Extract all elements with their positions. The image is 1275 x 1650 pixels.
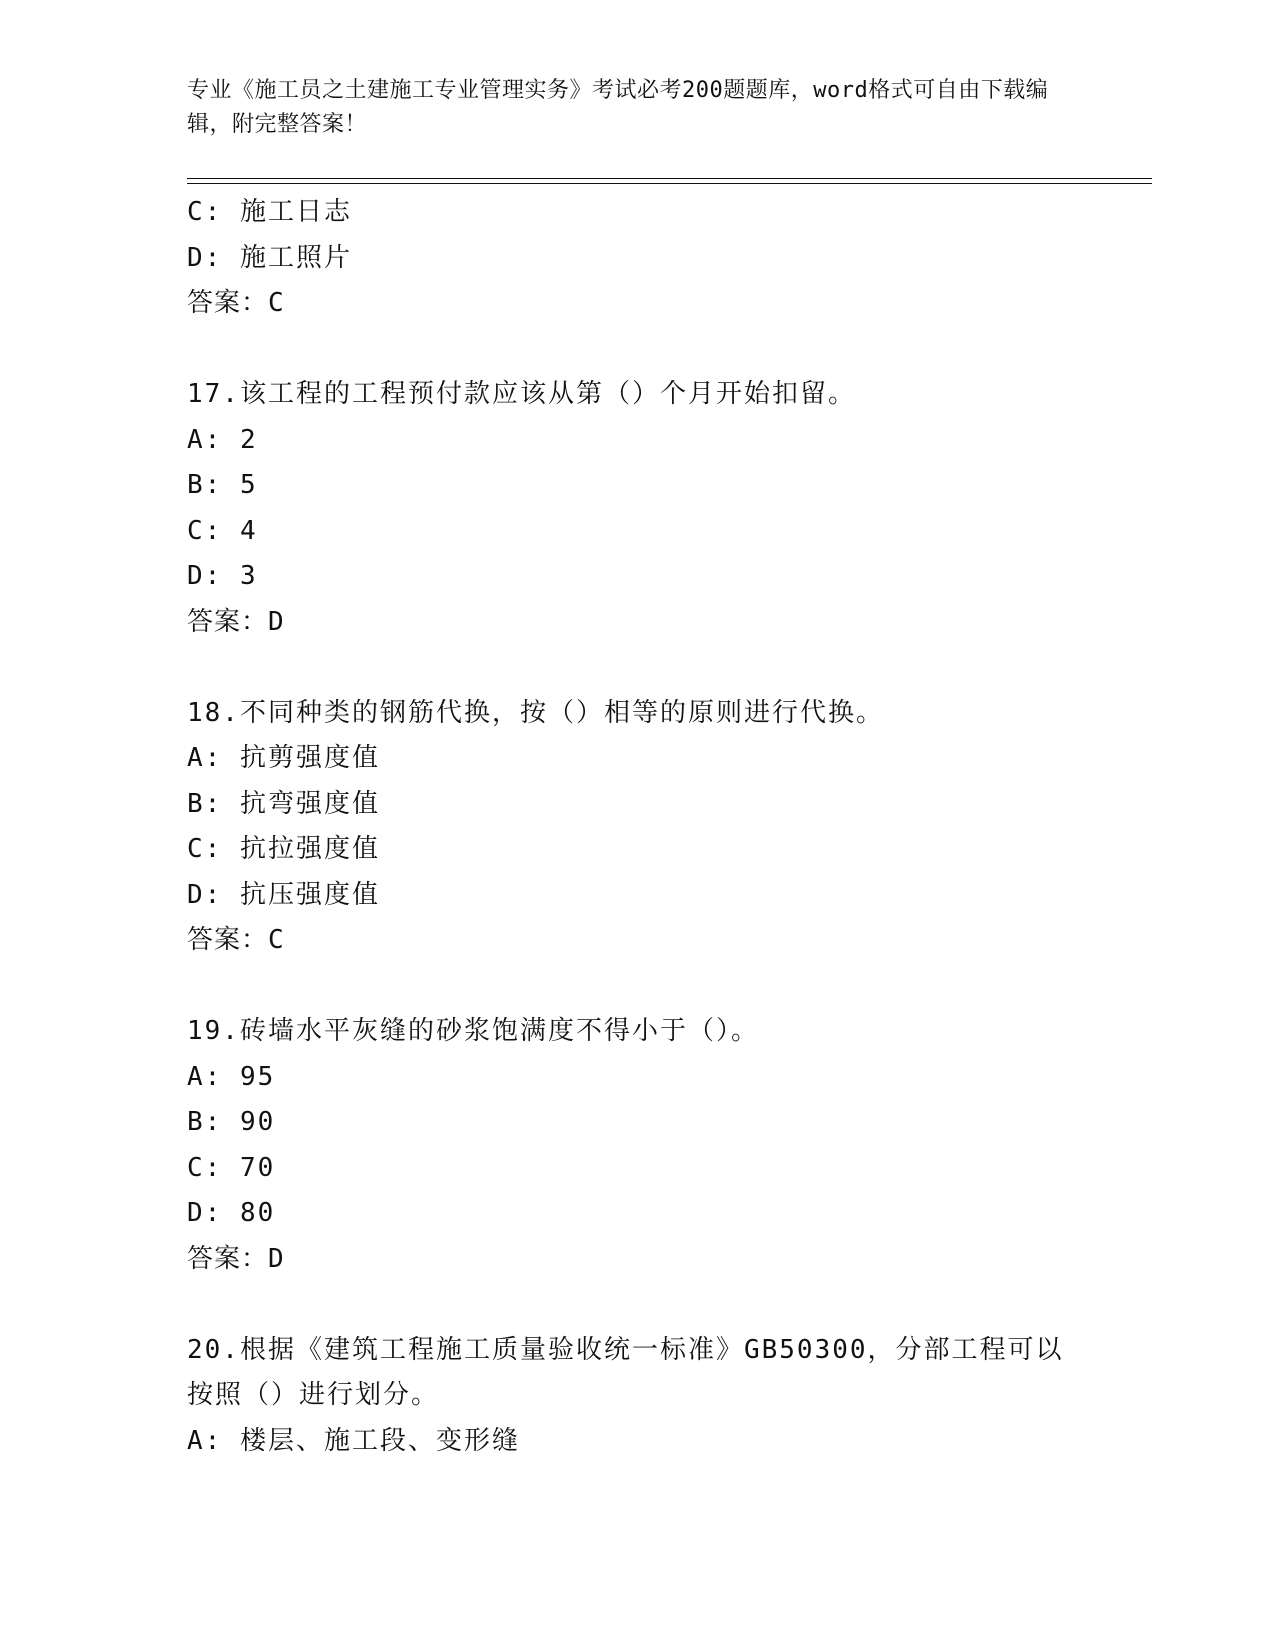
answer-16: 答案：C [187, 288, 285, 318]
spacer [187, 1282, 1087, 1328]
spacer [187, 327, 1087, 373]
document-body [187, 190, 1087, 1464]
question-19-option-a: A: 95 [187, 1061, 276, 1092]
question-18-option-b: B: 抗弯强度值 [187, 788, 380, 819]
question-18-option-d: D: 抗压强度值 [187, 879, 380, 910]
question-18-option-a: A: 抗剪强度值 [187, 743, 380, 773]
header-rule-bottom [187, 183, 1152, 184]
question-19-option-d: D: 80 [187, 1198, 276, 1228]
answer-19: 答案：D [187, 1243, 285, 1274]
answer-17: 答案：D [187, 606, 285, 637]
question-19-option-c: C: 70 [187, 1152, 276, 1183]
question-17-option-b: B: 5 [187, 470, 258, 500]
question-19: 19.砖墙水平灰缝的砂浆饱满度不得小于（）。 [187, 1016, 759, 1046]
spacer [187, 964, 1087, 1010]
question-17: 17.该工程的工程预付款应该从第（）个月开始扣留。 [187, 379, 856, 409]
question-20-option-a: A: 楼层、施工段、变形缝 [187, 1425, 520, 1456]
header-rule-top [187, 178, 1152, 179]
answer-18: 答案：C [187, 925, 285, 955]
spacer [187, 645, 1087, 691]
question-20-line-1: 20.根据《建筑工程施工质量验收统一标准》GB50300，分部工程可以 [187, 1334, 1064, 1365]
question-17-option-c: C: 4 [187, 515, 258, 546]
question-19-option-b: B: 90 [187, 1107, 276, 1137]
option-d: D: 施工照片 [187, 242, 352, 273]
document-header: 专业《施工员之土建施工专业管理实务》考试必考200题题库，word格式可自由下载编辑，附完整答案！ [187, 78, 1049, 137]
question-20-line-2: 按照（）进行划分。 [187, 1380, 440, 1410]
question-18: 18.不同种类的钢筋代换，按（）相等的原则进行代换。 [187, 697, 884, 728]
question-17-option-d: D: 3 [187, 561, 258, 591]
question-17-option-a: A: 2 [187, 424, 258, 455]
question-18-option-c: C: 抗拉强度值 [187, 834, 380, 864]
option-c: C: 施工日志 [187, 197, 352, 227]
